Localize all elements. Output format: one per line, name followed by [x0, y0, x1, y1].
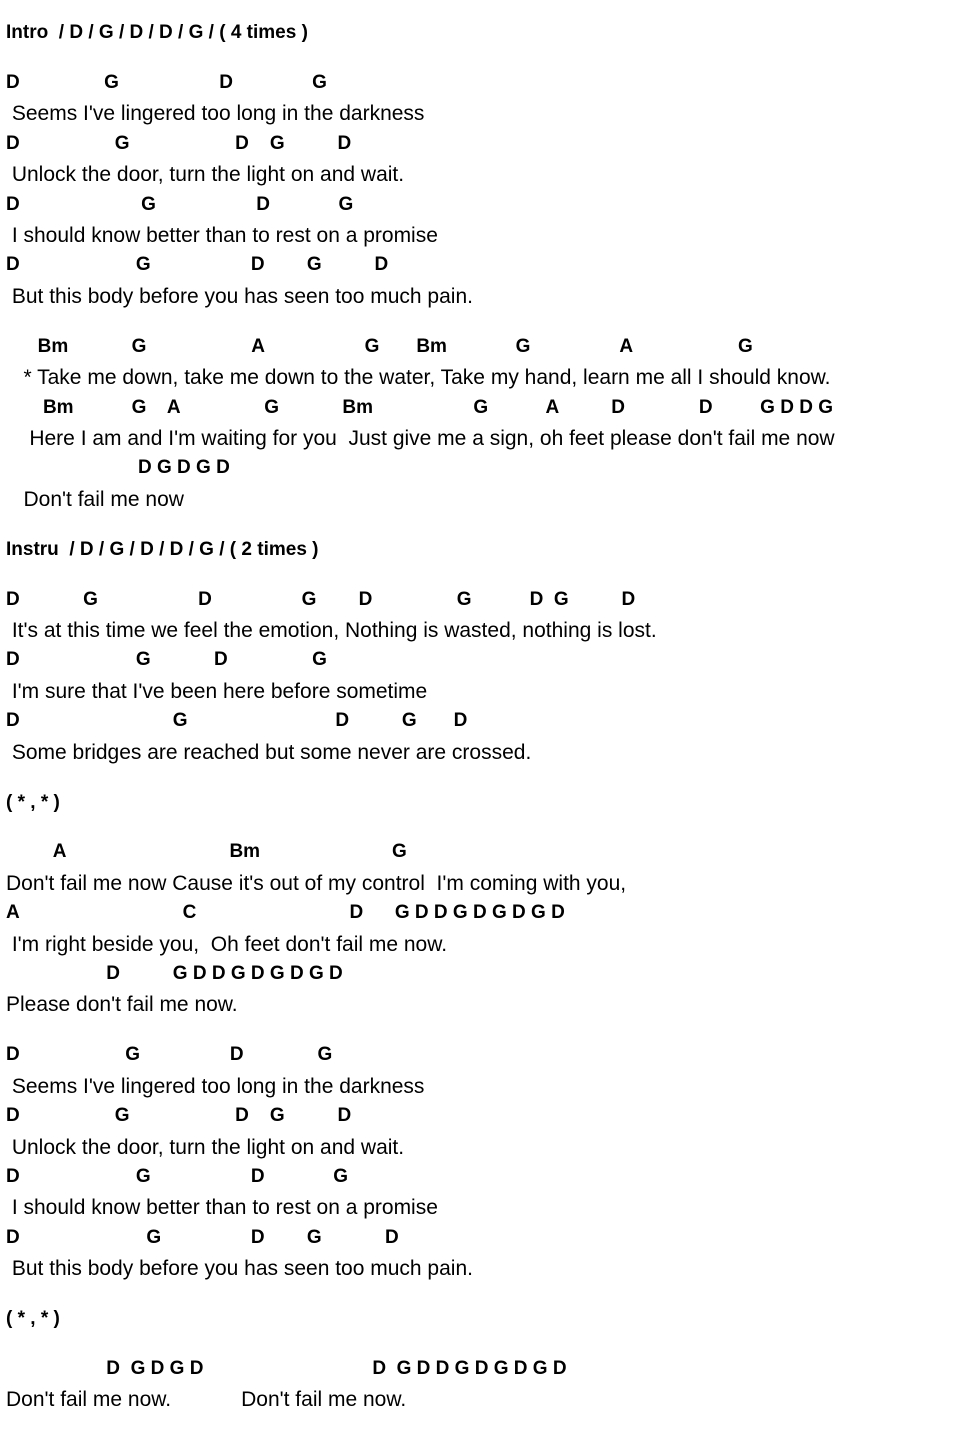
chord-line: D G D G [6, 1166, 349, 1187]
chord-line: D G D G D [6, 1105, 352, 1126]
lyric-line: Don't fail me now Cause it's out of my control I'm coming with you, [6, 872, 627, 895]
lyric-line: I should know better than to rest on a promise [6, 224, 438, 247]
instru-line: Instru / D / G / D / D / G / ( 2 times ) [6, 539, 319, 560]
chord-line: D G D G D [6, 457, 230, 478]
lyric-line: Please don't fail me now. [6, 993, 238, 1016]
chord-line: D G D G D [6, 1227, 399, 1248]
chord-line: D G D G D [6, 254, 389, 275]
chord-line: D G D D G D G D G D [6, 963, 343, 984]
chord-line: D G D G [6, 194, 354, 215]
lyric-line: But this body before you has seen too much pain. [6, 285, 473, 308]
lyric-line: Seems I've lingered too long in the darkness [6, 102, 425, 125]
chord-line: D G D G [6, 1044, 333, 1065]
lyric-line: Some bridges are reached but some never are crossed. [6, 741, 532, 764]
intro-line: Intro / D / G / D / D / G / ( 4 times ) [6, 22, 308, 43]
chord-line: A Bm G [6, 841, 407, 862]
lyric-line: It's at this time we feel the emotion, Nothing is wasted, nothing is lost. [6, 619, 657, 642]
lyric-line: * Take me down, take me down to the water, Take my hand, learn me all I should know. [6, 366, 831, 389]
chord-line: D G D G D D G D D G D G D G D [6, 1358, 567, 1379]
chord-line: D G D G D G D G D [6, 589, 636, 610]
chord-line: Bm G A G Bm G A D D G D D G [6, 397, 833, 418]
lyric-line: Unlock the door, turn the light on and wait. [6, 163, 405, 186]
chord-line: Bm G A G Bm G A G [6, 336, 753, 357]
chord-line: D G D G D [6, 133, 352, 154]
lyric-line: Here I am and I'm waiting for you Just give me a sign, oh feet please don't fail me now [6, 427, 835, 450]
chord-line: D G D G [6, 72, 327, 93]
lyric-line: But this body before you has seen too much pain. [6, 1257, 473, 1280]
repeat-marker: ( * , * ) [6, 1308, 60, 1329]
chord-line: D G D G [6, 649, 327, 670]
lyric-line: Seems I've lingered too long in the darkness [6, 1075, 425, 1098]
lyric-line: Don't fail me now [6, 488, 184, 511]
lyric-line: Don't fail me now. Don't fail me now. [6, 1388, 407, 1411]
lyric-line: Unlock the door, turn the light on and wait. [6, 1136, 405, 1159]
lyric-line: I should know better than to rest on a promise [6, 1196, 438, 1219]
lyric-line: I'm right beside you, Oh feet don't fail me now. [6, 933, 448, 956]
lyric-line: I'm sure that I've been here before sometime [6, 680, 428, 703]
chord-line: A C D G D D G D G D G D [6, 902, 565, 923]
repeat-marker: ( * , * ) [6, 792, 60, 813]
chord-line: D G D G D [6, 710, 468, 731]
